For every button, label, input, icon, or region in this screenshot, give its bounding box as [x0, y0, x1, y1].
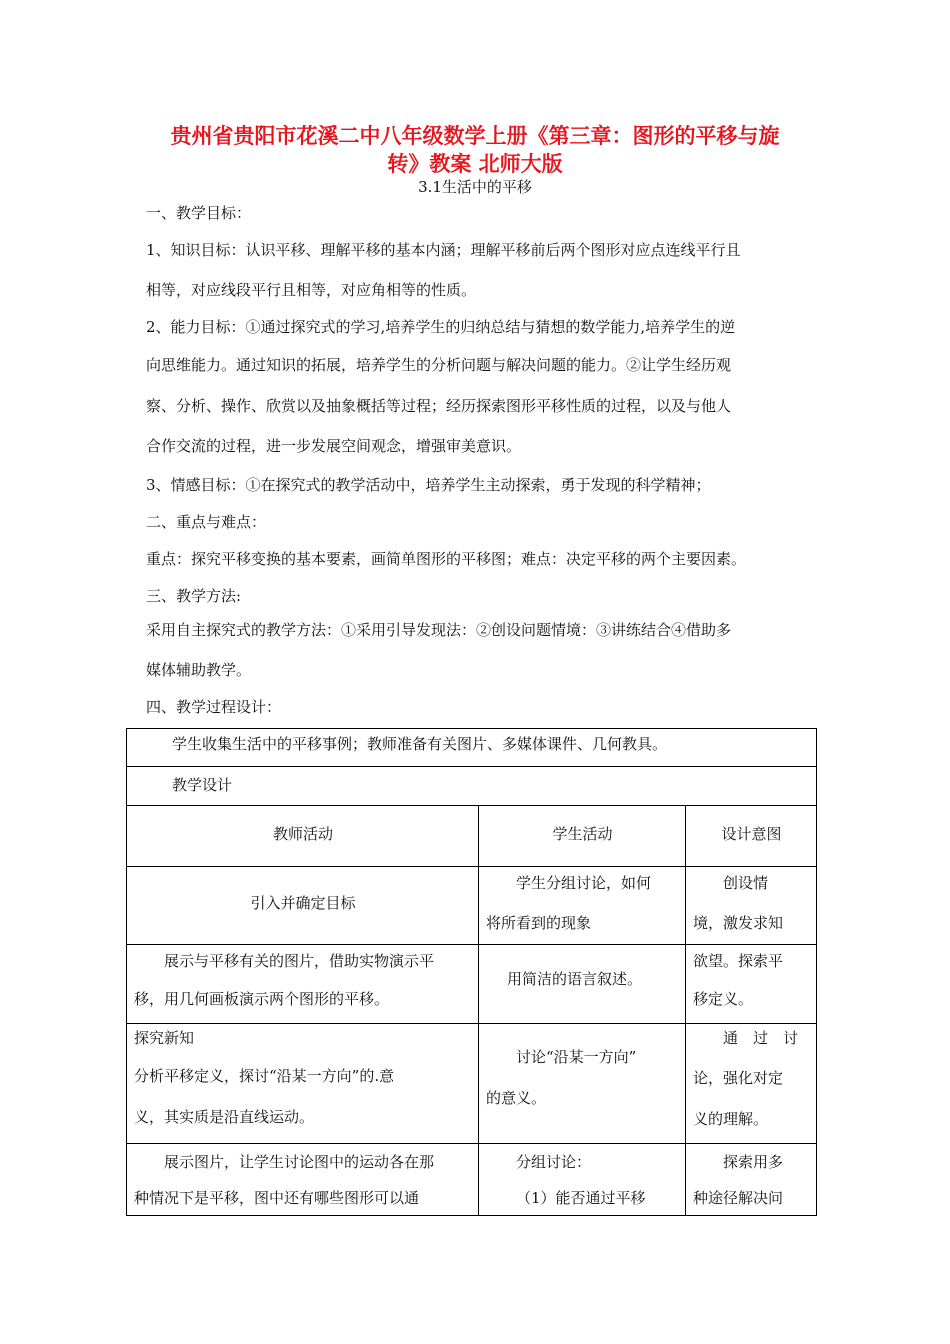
header-student-activity: 学生活动: [479, 806, 686, 867]
paragraph-line: 3、情感目标：①在探究式的教学活动中，培养学生主动探索，勇于发现的科学精神；: [146, 476, 711, 494]
table-cell: 探究新知 分析平移定义，探讨“沿某一方向”的.意 义，其实质是沿直线运动。: [127, 1024, 479, 1144]
table-cell: 展示与平移有关的图片，借助实物演示平 移，用几何画板演示两个图形的平移。: [127, 945, 479, 1024]
header-teacher-activity: 教师活动: [127, 806, 479, 867]
lesson-design-table: [126, 728, 817, 1216]
table-cell: 欲望。探索平 移定义。: [686, 945, 817, 1024]
table-cell: 用简洁的语言叙述。: [479, 945, 686, 1024]
table-cell: 创设情 境，激发求知: [686, 867, 817, 945]
table-cell: 探索用多 种途径解决问: [686, 1144, 817, 1216]
heading-methods: 三、教学方法:: [146, 587, 242, 605]
paragraph-line: 采用自主探究式的教学方法：①采用引导发现法：②创设问题情境：③讲练结合④借助多: [146, 621, 732, 639]
paragraph-line: 1、知识目标：认识平移、理解平移的基本内涵；理解平移前后两个图形对应点连线平行且: [146, 241, 741, 259]
paragraph-line: 重点：探究平移变换的基本要素，画简单图形的平移图；难点：决定平移的两个主要因素。: [146, 550, 747, 568]
paragraph-line: 向思维能力。通过知识的拓展，培养学生的分析问题与解决问题的能力。②让学生经历观: [146, 356, 732, 374]
table-cell: 学生分组讨论，如何 将所看到的现象: [479, 867, 686, 945]
design-label-cell: 教学设计: [127, 767, 817, 806]
paragraph-line: 媒体辅助教学。: [146, 661, 252, 679]
paragraph-line: 相等，对应线段平行且相等，对应角相等的性质。: [146, 281, 477, 299]
heading-key-points: 二、重点与难点：: [146, 513, 267, 531]
table-cell: 分组讨论： （1）能否通过平移: [479, 1144, 686, 1216]
paragraph-line: 合作交流的过程，进一步发展空间观念，增强审美意识。: [146, 437, 522, 455]
paragraph-line: 2、能力目标：①通过探究式的学习,培养学生的归纳总结与猜想的数学能力,培养学生的逆: [146, 318, 736, 336]
paragraph-line: 察、分析、操作、欣赏以及抽象概括等过程；经历探索图形平移性质的过程，以及与他人: [146, 397, 732, 415]
heading-process: 四、教学过程设计：: [146, 698, 282, 716]
prep-cell: 学生收集生活中的平移事例；教师准备有关图片、多媒体课件、几何教具。: [127, 729, 817, 767]
table-cell: 展示图片，让学生讨论图中的运动各在那 种情况下是平移，图中还有哪些图形可以通: [127, 1144, 479, 1216]
table-cell: 讨论“沿某一方向” 的意义。: [479, 1024, 686, 1144]
section-subtitle: 3.1生活中的平移: [418, 178, 532, 196]
table-cell: 通 过 讨 论，强化对定 义的理解。: [686, 1024, 817, 1144]
table-cell: 引入并确定目标: [127, 867, 479, 945]
heading-objectives: 一、教学目标：: [146, 204, 252, 222]
header-design-intent: 设计意图: [686, 806, 817, 867]
document-title: 贵州省贵阳市花溪二中八年级数学上册《第三章：图形的平移与旋 转》教案 北师大版: [170, 124, 780, 176]
